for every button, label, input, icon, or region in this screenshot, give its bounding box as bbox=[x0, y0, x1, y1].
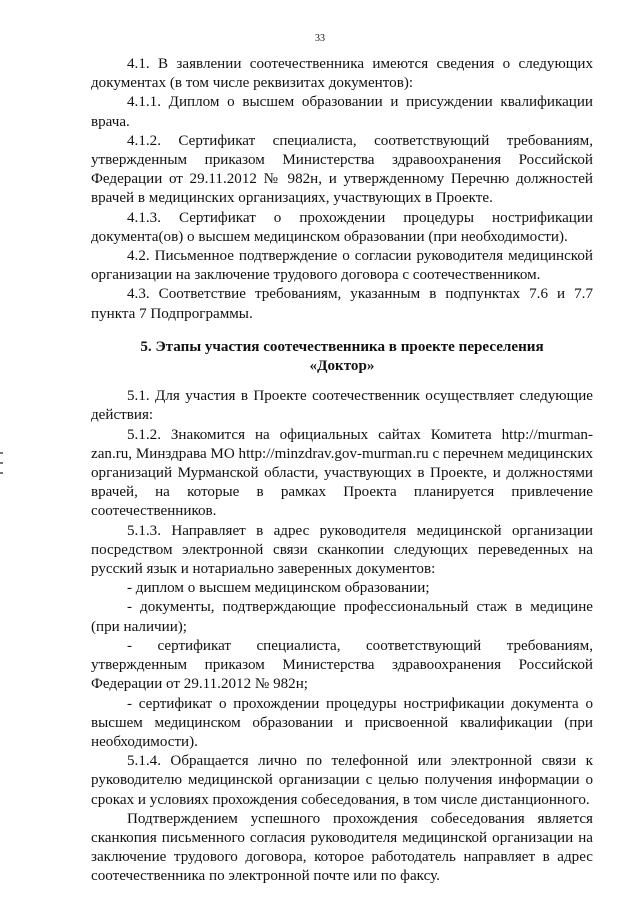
document-body bbox=[91, 55, 593, 887]
paragraph-5-1-2: 5.1.2. Знакомится на официальных сайтах Комитета http://murman-zan.ru, Минздрава МО http://minzdrav.gov-murman.ru с перечнем медицинских организаций Мурманской области, участвующих в Проекте, и должностями врачей, на которые в рамках Проекта планируется привлечение соотечественников. bbox=[91, 426, 593, 520]
paragraph-4-1-3: 4.1.3. Сертификат о прохождении процедуры нострификации документа(ов) о высшем медицинском образовании (при необходимости). bbox=[91, 209, 593, 245]
scan-margin-mark bbox=[0, 452, 3, 454]
list-item: - сертификат специалиста, соответствующий требованиям, утвержденным приказом Министерства здравоохранения Российской Федерации от 29.11.2012 № 982н; bbox=[91, 637, 593, 693]
list-item: - документы, подтверждающие профессиональный стаж в медицине (при наличии); bbox=[91, 599, 593, 635]
scan-margin-mark bbox=[0, 462, 3, 464]
paragraph-5-1-4: 5.1.4. Обращается лично по телефонной или электронной связи к руководителю медицинской организации с целью получения информации о сроках и условиях прохождения собеседования, в том числе дистанционного. bbox=[91, 753, 593, 808]
section-heading: 5. Этапы участия соотечественника в проекте переселения «Доктор» bbox=[140, 338, 544, 375]
scan-margin-mark bbox=[0, 472, 3, 474]
paragraph-confirmation: Подтверждением успешного прохождения собеседования является сканкопия письменного согласия руководителя медицинской организации на заключение трудового договора, которое работодатель направляет в адрес соотечественника по электронной почте или по факсу. bbox=[91, 810, 593, 885]
page-number: 33 bbox=[315, 33, 325, 44]
list-item: - сертификат о прохождении процедуры нострификации документа о высшем медицинском образовании и присвоенной квалификации (при необходимости). bbox=[91, 695, 593, 750]
paragraph-4-1-1: 4.1.1. Диплом о высшем образовании и присуждении квалификации врача. bbox=[91, 94, 593, 130]
paragraph-4-3: 4.3. Соответствие требованиям, указанным в подпунктах 7.6 и 7.7 пункта 7 Подпрограммы. bbox=[91, 286, 593, 322]
list-item: - диплом о высшем медицинском образовании; bbox=[127, 580, 430, 597]
paragraph-5-1-3: 5.1.3. Направляет в адрес руководителя медицинской организации посредством электронной связи сканкопии следующих переведенных на русский язык и нотариально заверенных документов: bbox=[91, 522, 593, 578]
paragraph-4-1: 4.1. В заявлении соотечественника имеются сведения о следующих документах (в том числе реквизитах документов): bbox=[91, 56, 593, 92]
paragraph-5-1: 5.1. Для участия в Проекте соотечественник осуществляет следующие действия: bbox=[91, 388, 593, 424]
paragraph-4-2: 4.2. Письменное подтверждение о согласии руководителя медицинской организации на заключение трудового договора с соотечественником. bbox=[91, 248, 593, 284]
paragraph-4-1-2: 4.1.2. Сертификат специалиста, соответствующий требованиям, утвержденным приказом Министерства здравоохранения Российской Федерации от 29.11.2012 № 982н, и утвержденному Перечню должностей врачей в медицинских организациях, участвующих в Проекте. bbox=[91, 132, 593, 207]
